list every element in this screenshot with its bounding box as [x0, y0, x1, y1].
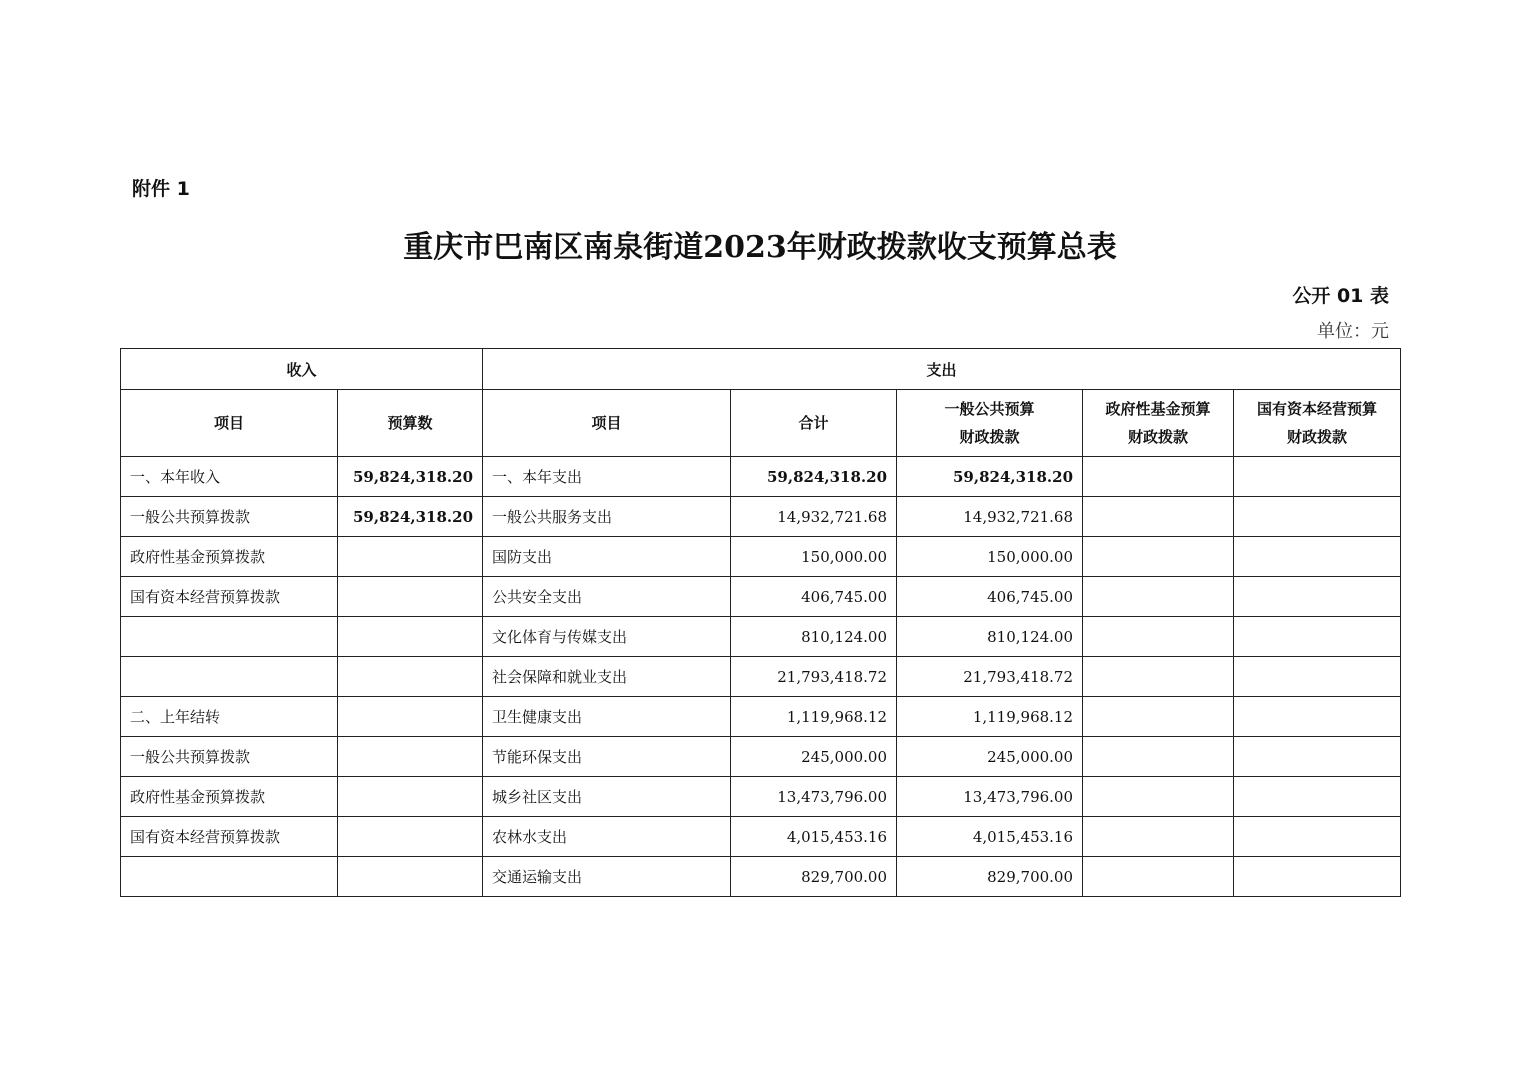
total-cell: 406,745.00	[731, 577, 897, 617]
table-row	[121, 577, 1401, 617]
general-budget-cell: 810,124.00	[897, 617, 1083, 657]
col-total: 合计	[731, 390, 897, 457]
unit-label: 单位：元	[1317, 321, 1389, 342]
col-income-budget: 预算数	[338, 390, 483, 457]
income-item-cell: 一般公共预算拨款	[121, 737, 338, 777]
expense-item-cell: 公共安全支出	[483, 577, 731, 617]
col-fund-line1: 政府性基金预算	[1105, 400, 1211, 418]
col-state	[1234, 390, 1401, 457]
total-cell: 14,932,721.68	[731, 497, 897, 537]
total-cell: 13,473,796.00	[731, 777, 897, 817]
general-budget-cell: 150,000.00	[897, 537, 1083, 577]
state-capital-cell	[1234, 777, 1401, 817]
attachment-label: 附件 1	[132, 178, 190, 200]
col-expense-item: 项目	[483, 390, 731, 457]
total-cell: 829,700.00	[731, 857, 897, 897]
state-capital-cell	[1234, 537, 1401, 577]
expense-item-cell: 社会保障和就业支出	[483, 657, 731, 697]
income-budget-cell	[338, 817, 483, 857]
header-row-1	[121, 349, 1401, 390]
table-row	[121, 857, 1401, 897]
state-capital-cell	[1234, 457, 1401, 497]
state-capital-cell	[1234, 577, 1401, 617]
income-item-cell: 国有资本经营预算拨款	[121, 577, 338, 617]
table-row	[121, 617, 1401, 657]
expense-item-cell: 卫生健康支出	[483, 697, 731, 737]
expense-item-cell: 节能环保支出	[483, 737, 731, 777]
income-budget-cell	[338, 777, 483, 817]
table-row	[121, 777, 1401, 817]
fund-budget-cell	[1083, 617, 1234, 657]
state-capital-cell	[1234, 617, 1401, 657]
income-budget-cell	[338, 737, 483, 777]
page-title: 重庆市巴南区南泉街道2023年财政拨款收支预算总表	[403, 230, 1117, 265]
income-budget-cell: 59,824,318.20	[338, 457, 483, 497]
table-row	[121, 737, 1401, 777]
expense-item-cell: 一般公共服务支出	[483, 497, 731, 537]
fund-budget-cell	[1083, 497, 1234, 537]
general-budget-cell: 1,119,968.12	[897, 697, 1083, 737]
col-income-item: 项目	[121, 390, 338, 457]
income-item-cell: 一、本年收入	[121, 457, 338, 497]
state-capital-cell	[1234, 697, 1401, 737]
income-budget-cell	[338, 537, 483, 577]
col-general	[897, 390, 1083, 457]
income-budget-cell	[338, 577, 483, 617]
general-budget-cell: 406,745.00	[897, 577, 1083, 617]
fund-budget-cell	[1083, 537, 1234, 577]
total-cell: 810,124.00	[731, 617, 897, 657]
income-item-cell	[121, 657, 338, 697]
general-budget-cell: 4,015,453.16	[897, 817, 1083, 857]
income-item-cell	[121, 617, 338, 657]
income-budget-cell	[338, 657, 483, 697]
total-cell: 150,000.00	[731, 537, 897, 577]
income-item-cell: 政府性基金预算拨款	[121, 537, 338, 577]
total-cell: 21,793,418.72	[731, 657, 897, 697]
expense-item-cell: 农林水支出	[483, 817, 731, 857]
table-row	[121, 697, 1401, 737]
fund-budget-cell	[1083, 457, 1234, 497]
table-row	[121, 817, 1401, 857]
income-item-cell: 政府性基金预算拨款	[121, 777, 338, 817]
state-capital-cell	[1234, 857, 1401, 897]
fund-budget-cell	[1083, 657, 1234, 697]
fund-budget-cell	[1083, 857, 1234, 897]
income-budget-cell	[338, 697, 483, 737]
income-header: 收入	[121, 349, 483, 390]
fund-budget-cell	[1083, 737, 1234, 777]
general-budget-cell: 829,700.00	[897, 857, 1083, 897]
expense-item-cell: 交通运输支出	[483, 857, 731, 897]
col-fund-line2: 财政拨款	[1128, 428, 1189, 446]
general-budget-cell: 21,793,418.72	[897, 657, 1083, 697]
income-budget-cell: 59,824,318.20	[338, 497, 483, 537]
income-budget-cell	[338, 617, 483, 657]
general-budget-cell: 13,473,796.00	[897, 777, 1083, 817]
fund-budget-cell	[1083, 697, 1234, 737]
total-cell: 4,015,453.16	[731, 817, 897, 857]
general-budget-cell: 59,824,318.20	[897, 457, 1083, 497]
total-cell: 1,119,968.12	[731, 697, 897, 737]
state-capital-cell	[1234, 497, 1401, 537]
income-budget-cell	[338, 857, 483, 897]
total-cell: 59,824,318.20	[731, 457, 897, 497]
fund-budget-cell	[1083, 577, 1234, 617]
expense-item-cell: 文化体育与传媒支出	[483, 617, 731, 657]
general-budget-cell: 14,932,721.68	[897, 497, 1083, 537]
expense-item-cell: 国防支出	[483, 537, 731, 577]
state-capital-cell	[1234, 737, 1401, 777]
fund-budget-cell	[1083, 817, 1234, 857]
expense-item-cell: 城乡社区支出	[483, 777, 731, 817]
table-row	[121, 457, 1401, 497]
budget-table	[120, 348, 1401, 897]
table-row	[121, 537, 1401, 577]
table-row	[121, 497, 1401, 537]
expense-item-cell: 一、本年支出	[483, 457, 731, 497]
income-item-cell: 国有资本经营预算拨款	[121, 817, 338, 857]
col-state-line1: 国有资本经营预算	[1257, 400, 1378, 418]
col-general-line1: 一般公共预算	[944, 400, 1035, 418]
form-code: 公开 01 表	[1292, 285, 1389, 307]
header-row-2	[121, 390, 1401, 457]
col-state-line2: 财政拨款	[1287, 428, 1348, 446]
total-cell: 245,000.00	[731, 737, 897, 777]
col-fund	[1083, 390, 1234, 457]
state-capital-cell	[1234, 817, 1401, 857]
fund-budget-cell	[1083, 777, 1234, 817]
expense-header: 支出	[483, 349, 1401, 390]
col-general-line2: 财政拨款	[959, 428, 1020, 446]
income-item-cell: 二、上年结转	[121, 697, 338, 737]
income-item-cell	[121, 857, 338, 897]
state-capital-cell	[1234, 657, 1401, 697]
table-row	[121, 657, 1401, 697]
general-budget-cell: 245,000.00	[897, 737, 1083, 777]
income-item-cell: 一般公共预算拨款	[121, 497, 338, 537]
